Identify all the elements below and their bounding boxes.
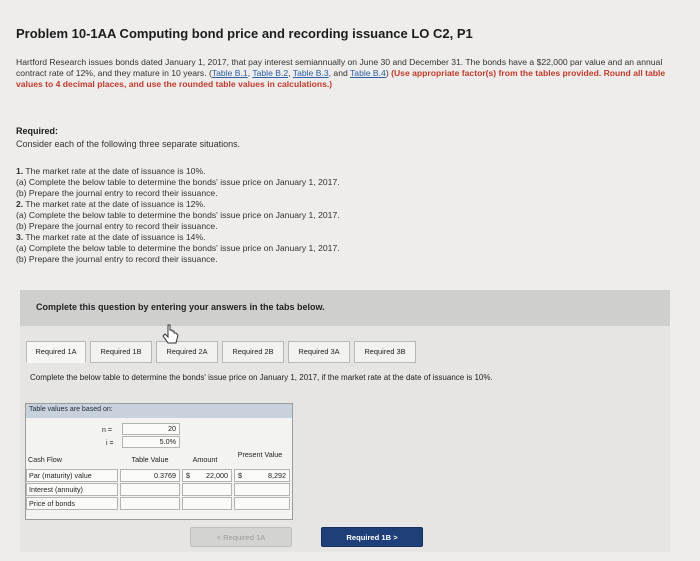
price-table-value [120,497,180,510]
col-amount: Amount [192,455,218,464]
situation-line: (b) Prepare the journal entry to record their issuance. [16,188,218,198]
problem-title: Problem 10-1AA Computing bond price and recording issuance LO C2, P1 [16,26,473,41]
situation-line: 3. The market rate at the date of issuance is 14%. [16,232,206,242]
link-table-b1[interactable]: Table B.1 [211,68,248,79]
i-label: i = [106,440,114,447]
tab-required-2a[interactable]: Required 2A [156,341,218,363]
hand-cursor-icon [161,323,181,349]
situation-line: (a) Complete the below table to determine the bonds' issue price on January 1, 2017. [16,177,340,187]
intro-text: Hartford Research issues bonds dated January 1, 2017, that pay interest semiannually on June 30 and December 31. The bonds have a $22,000 par value and an annual contract rate of 12%, and they mature in 10 years. ( [16,57,663,79]
n-input[interactable]: 20 [122,423,180,435]
tab-required-3b[interactable]: Required 3B [354,341,416,363]
col-cash-flow: Cash Flow [28,455,62,464]
par-amount-input[interactable]: $ 22,000 [182,469,232,482]
next-tab-button[interactable]: Required 1B > [321,527,423,547]
link-table-b2[interactable]: Table B.2 [252,68,289,79]
problem-intro: Hartford Research issues bonds dated January 1, 2017, that pay interest semiannually on June 30 and December 31. The bonds have a $22,000 par value and an annual contract rate of 12%, and they mature in 10 years. (Table B.1, Table B.2, Table B.3, and Table B.4) (Use appropriate factor(s) from the tables provided. Round all table values to 4 decimal places, and use the rounded table values in calculations.) [16,57,666,90]
tab-required-2b[interactable]: Required 2B [222,341,284,363]
price-amount [182,497,232,510]
link-table-b4[interactable]: Table B.4 [350,68,386,79]
situations-list [16,166,340,265]
required-subheading: Consider each of the following three separate situations. [16,139,241,149]
interest-present-value [234,483,290,496]
situation-line: 2. The market rate at the date of issuance is 12%. [16,199,206,209]
interest-table-value-input[interactable] [120,483,180,496]
situation-line: 1. The market rate at the date of issuance is 10%. [16,166,206,176]
situation-line: (b) Prepare the journal entry to record their issuance. [16,221,218,231]
table-header: Table values are based on: [26,404,292,418]
tab-required-1b[interactable]: Required 1B [90,341,152,363]
tab-required-1a[interactable]: Required 1A [26,341,86,363]
par-table-value-input[interactable]: 0.3769 [120,469,180,482]
prev-tab-button[interactable]: < Required 1A [190,527,292,547]
n-label: n = [102,427,112,434]
bond-price-table [25,403,293,520]
required-heading: Required: [16,126,59,136]
row-label-price: Price of bonds [26,497,118,510]
situation-line: (a) Complete the below table to determine the bonds' issue price on January 1, 2017. [16,210,340,220]
rounding-instructions: (Use appropriate factor(s) from the tables provided. Round all table values to 4 decimal places, and use the rounded table values in calculations.) [16,68,666,90]
row-label-par: Par (maturity) value [26,469,118,482]
i-input[interactable]: 5.0% [122,436,180,448]
panel-header: Complete this question by entering your answers in the tabs below. [20,290,670,326]
interest-amount-input[interactable] [182,483,232,496]
situation-line: (b) Prepare the journal entry to record their issuance. [16,254,218,264]
col-table-value: Table Value [131,455,169,464]
situation-line: (a) Complete the below table to determine the bonds' issue price on January 1, 2017. [16,243,340,253]
par-present-value: $ 8,292 [234,469,290,482]
price-present-value [234,497,290,510]
col-present-value: Present Value [237,450,283,459]
tab-required-3a[interactable]: Required 3A [288,341,350,363]
link-table-b3[interactable]: Table B.3 [292,68,329,79]
row-label-interest: Interest (annuity) [26,483,118,496]
tab-instruction: Complete the below table to determine the bonds' issue price on January 1, 2017, if the market rate at the date of issuance is 10%. [30,373,493,382]
